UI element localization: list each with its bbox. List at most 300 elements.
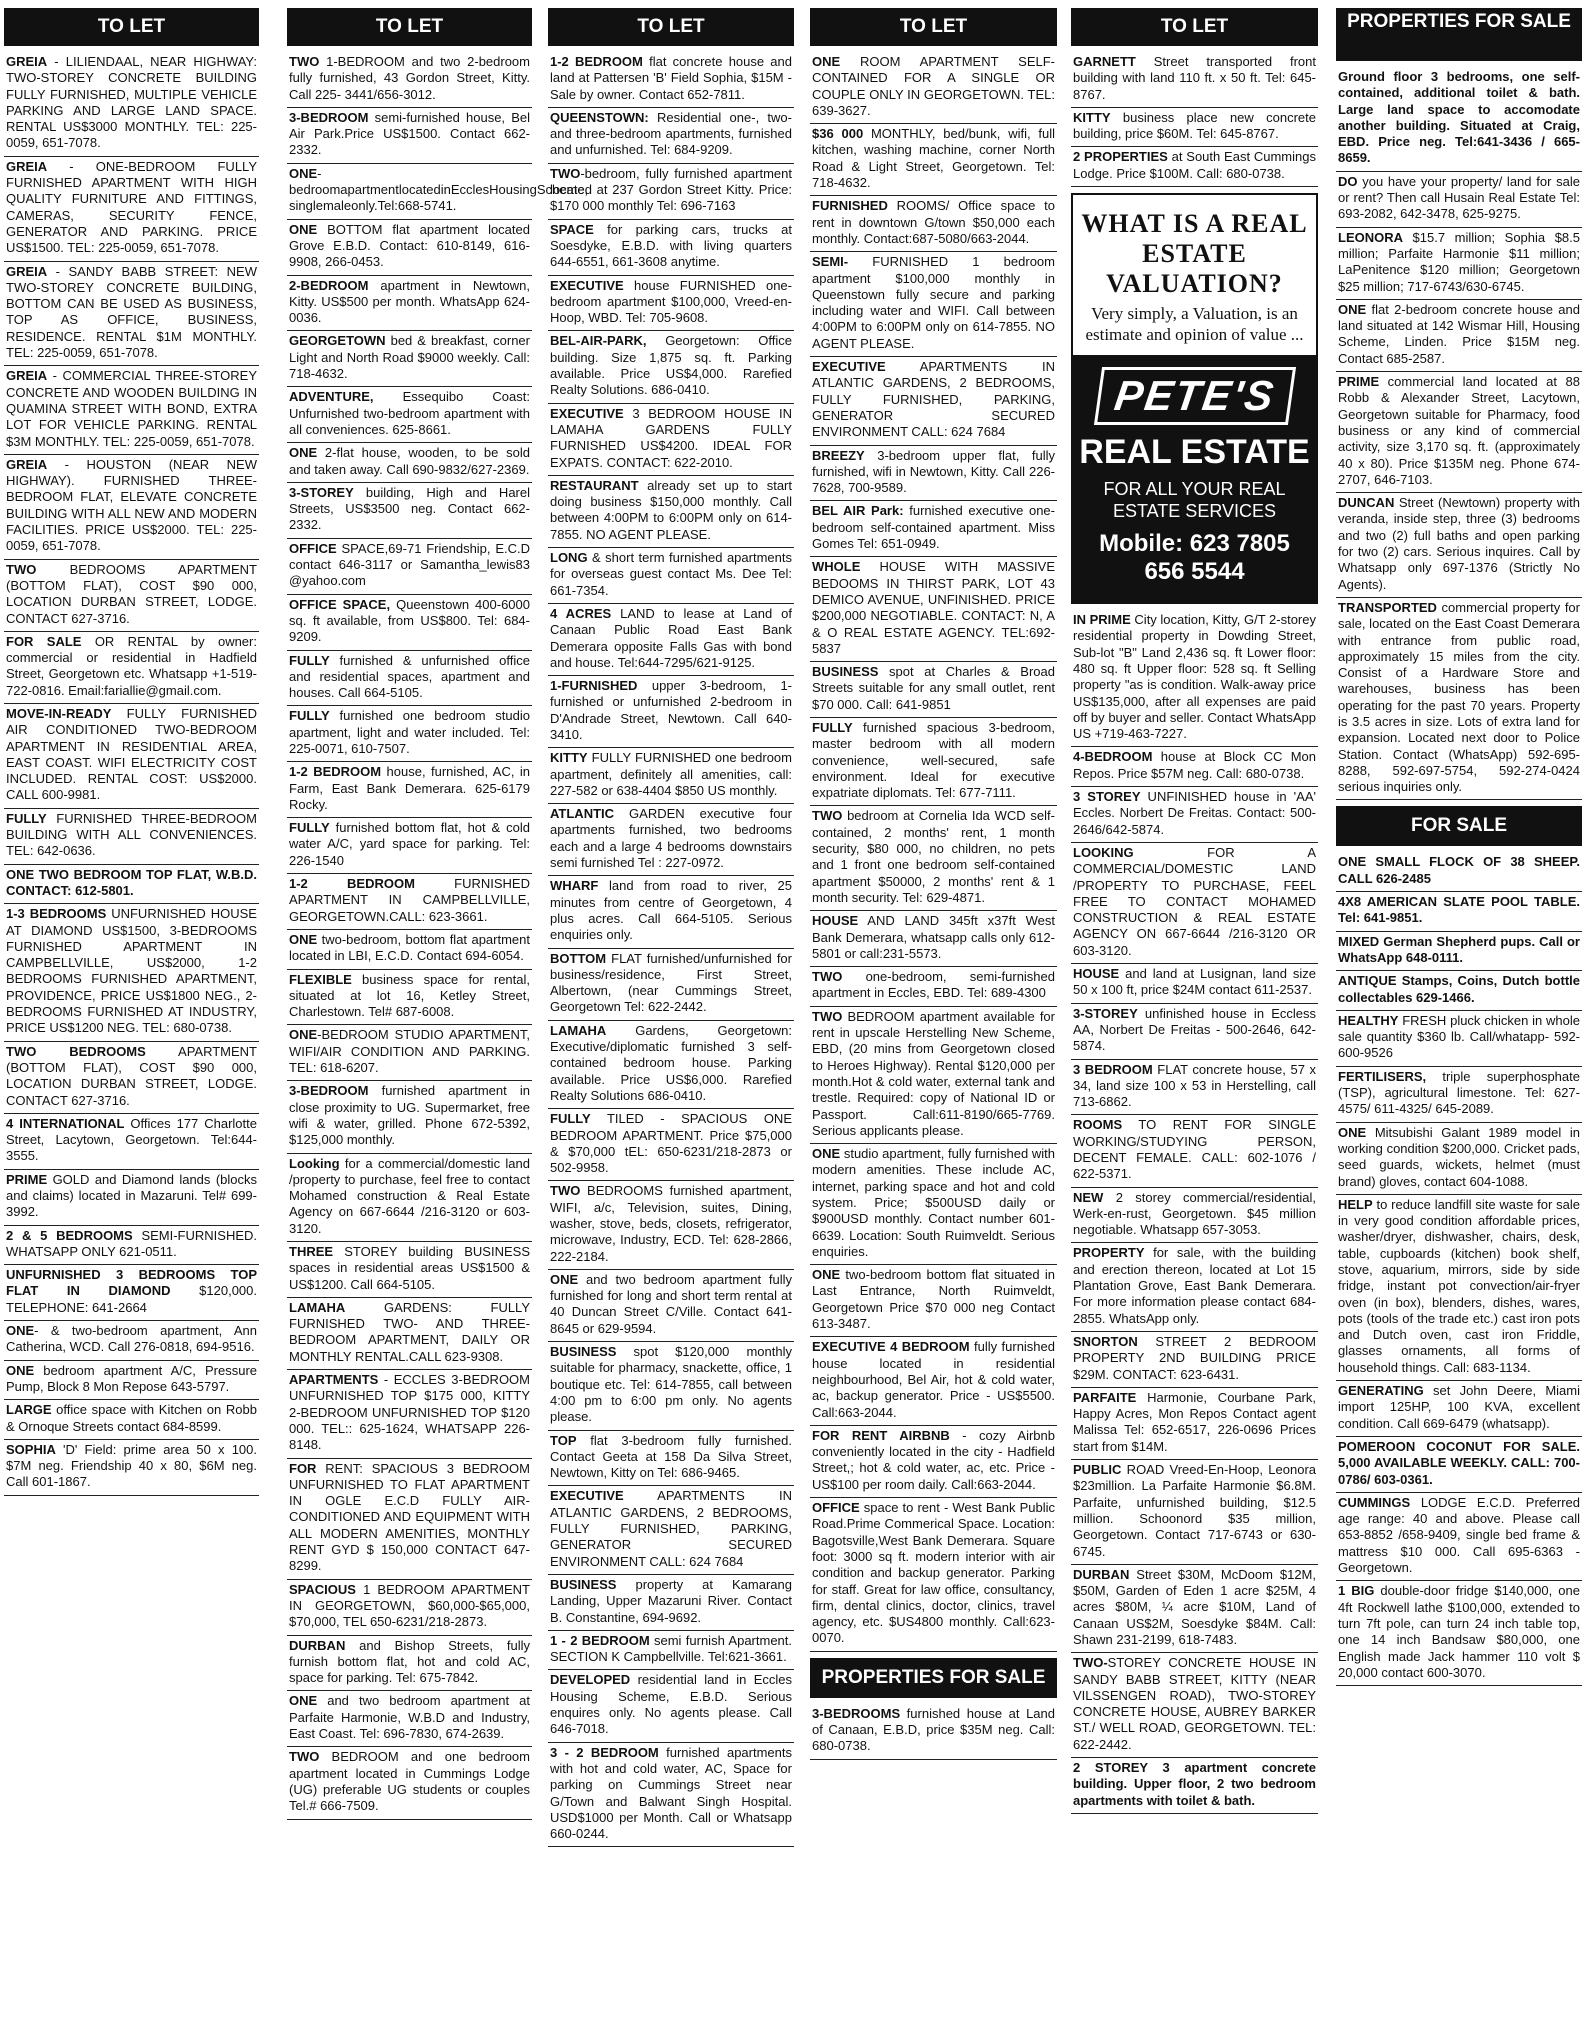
ad-lead: ONE [289, 931, 318, 947]
column-3 [548, 8, 794, 2023]
classified-ad [4, 865, 259, 905]
ad-lead: Ground floor 3 bedrooms, one self-contained, additional toilet & bath. Large land space to accomodate another building. Situated at Craig, EBD. Price neg. Tel:641-3436 / 665-8659. [1338, 69, 1580, 166]
ad-lead: 4X8 AMERICAN SLATE POOL TABLE. Tel: 641-9851. [1338, 894, 1580, 926]
classified-ad [287, 762, 532, 818]
ad-text: ROOMS/ Office space to rent in downtown G/town $50,000 each monthly. Contact:687-5080/663-2044. [812, 198, 1055, 246]
ad-text: & short term furnished apartments for overseas guest contact Ms. Dee Tel: 661-7354. [550, 550, 792, 598]
ad-lead: EXECUTIVE [812, 359, 886, 375]
classified-ad [548, 1342, 794, 1430]
classified-ad [1336, 372, 1582, 493]
classified-ad [287, 1636, 532, 1692]
ad-lead: OFFICE SPACE, [289, 596, 391, 612]
ad-list [810, 1704, 1057, 1760]
classified-ad [548, 876, 794, 948]
classified-ad [287, 1747, 532, 1819]
classified-ad [1336, 1011, 1582, 1067]
ad-lead: Looking [289, 1155, 340, 1171]
ad-text: GARDEN executive four apartments furnished, two bedrooms each and a large 4 bedrooms downstairs semi furnished Tel : 227-0972. [550, 806, 792, 871]
classified-ad [287, 1459, 532, 1580]
column-header: TO LET [4, 8, 259, 46]
ad-text: 'D' Field: prime area 50 x 100. $7M neg. Friendship 40 x 80, $6M neg. Call 601-1867. [6, 1441, 257, 1490]
ad-lead: GARNETT [1073, 54, 1136, 69]
ad-lead: ONE SMALL FLOCK OF 38 SHEEP. CALL 626-2485 [1338, 854, 1580, 886]
classified-ad [810, 557, 1057, 662]
ad-lead: 1-2 BEDROOM [289, 764, 382, 780]
advert-headline: WHAT IS A REAL ESTATE VALUATION? [1081, 209, 1308, 299]
classified-ad [548, 1181, 794, 1269]
classified-ad [4, 1114, 259, 1170]
ad-lead: GEORGETOWN [289, 333, 386, 349]
ad-lead: IN PRIME [1073, 612, 1131, 628]
ad-lead: BEL AIR Park: [812, 503, 904, 519]
ad-lead: OFFICE [812, 1500, 860, 1516]
classified-ad [1336, 1437, 1582, 1493]
ad-lead: ANTIQUE Stamps, Coins, Dutch bottle collectables 629-1466. [1338, 973, 1580, 1005]
ad-lead: 3 - 2 BEDROOM [550, 1744, 659, 1760]
ad-text: residential land in Eccles Housing Scheme, E.B.D. Serious enquires only. No agents please. Call 646-7018. [550, 1672, 792, 1737]
classified-ad [548, 1670, 794, 1742]
ad-lead: FULLY [289, 820, 330, 836]
ad-text: Offices 177 Charlotte Street, Lacytown, Georgetown. Tel:644-3555. [6, 1115, 257, 1164]
ad-text: -BEDROOM STUDIO APARTMENT, WIFI/AIR CONDITION AND PARKING. TEL: 618-6207. [289, 1027, 530, 1076]
column-4 [810, 8, 1057, 2023]
ad-text: BEDROOM apartment available for rent in upscale Herstelling New Scheme, EBD, (20 mins from Georgetown closed to Heroes Highway). Rental $120,000 per month.Hot & cold water, external tank and trestle. Required: copy of National ID or Passport. Call:611-8190/665-7769. Serious applicants please. [812, 1008, 1055, 1138]
classified-ad [1071, 1060, 1318, 1116]
ad-text: house FURNISHED one-bedroom apartment $100,000, Vreed-en-Hoop, WBD. Tel: 705-9608. [550, 277, 792, 326]
ad-lead: UNFURNISHED 3 BEDROOMS TOP FLAT IN DIAMOND [6, 1267, 257, 1299]
ad-text: Essequibo Coast: Unfurnished two-bedroom apartment with all conveniences. 625-8661. [289, 389, 530, 437]
ad-lead: 1-3 BEDROOMS [6, 906, 107, 922]
classified-ad [287, 276, 532, 332]
ad-text: bedroom at Cornelia Ida WCD self-contained, 2 months' rent, 1 month security, $80 000, no children, no pets and 1 front one bedroom self-contained apartment $50000, 2 months' rent & 1 month security. Tel: 629-4871. [812, 808, 1055, 905]
ad-text: - HOUSTON (NEAR NEW HIGHWAY). FURNISHED THREE-BEDROOM FLAT, ELEVATE CONCRETE BUILDING WITH ALL NEW AND MODERN FACILITIES. PRICE US$2000. TEL: 225-0059, 651-7078. [6, 456, 257, 554]
ad-text: Queenstown 400-6000 sq. ft available, from US$800. Tel: 684-9209. [289, 596, 530, 645]
ad-text: furnished spacious 3-bedroom, master bedroom with all modern convenience, well-secured, safe environment. Ideal for executive expatriate diplomats. Tel: 677-7111. [812, 719, 1055, 801]
ad-lead: 1 - 2 BEDROOM [550, 1632, 650, 1648]
classified-ad [548, 276, 794, 332]
ad-text: house at Block CC Mon Repos. Price $57M neg. Call: 680-0738. [1073, 749, 1316, 781]
ad-lead: LARGE [6, 1402, 52, 1418]
classified-ad [287, 1691, 532, 1747]
ad-lead: DURBAN [289, 1637, 346, 1653]
classified-ad [810, 1007, 1057, 1144]
advert-subtext: Very simply, a Valuation, is an estimate and opinion of value ... [1085, 304, 1304, 345]
ad-lead: FOR SALE [6, 633, 82, 649]
classified-ad [1071, 610, 1318, 747]
classified-ad [548, 476, 794, 548]
classified-ad [1336, 1195, 1582, 1381]
ad-lead: APARTMENTS [289, 1372, 379, 1388]
real-estate-advert [1071, 193, 1318, 604]
ad-text: triple superphosphate (TSP), agricultural limestone. Tel: 627-4575/ 611-4325/ 645-2089. [1338, 1068, 1580, 1117]
classified-ad [287, 387, 532, 443]
ad-text: and two bedroom apartment at Parfaite Harmonie, W.B.D and Industry, East Coast. Tel: 696-7830, 674-2639. [289, 1693, 530, 1742]
ad-lead: POMEROON COCONUT FOR SALE. 5,000 AVAILABLE WEEKLY. CALL: 700-0786/ 603-0361. [1338, 1438, 1580, 1487]
classified-ad [810, 1426, 1057, 1498]
ad-lead: 3 STOREY [1073, 789, 1141, 805]
classified-ad [548, 404, 794, 476]
ad-lead: TWO [289, 54, 320, 69]
classified-ad [1071, 1460, 1318, 1565]
classified-ad [4, 1400, 259, 1440]
ad-lead: SPACIOUS [289, 1581, 356, 1597]
classified-ad [1336, 1381, 1582, 1437]
advert-tagline: FOR ALL YOUR REAL ESTATE SERVICES [1103, 479, 1286, 522]
ad-text: 3 BEDROOM HOUSE IN LAMAHA GARDENS FULLY FURNISHED US$4200. IDEAL FOR EXPATS. CONTACT: 622-2010. [550, 405, 792, 470]
ad-text: and two bedroom apartment fully furnished for long and short term rental at 40 Duncan Street C/Ville. Contact 641-8645 or 629-9594. [550, 1271, 792, 1336]
ad-lead: LOOKING [1073, 844, 1134, 860]
ad-text: 3-bedroom upper flat, fully furnished, wifi in Newtown, Kitty. Call 226-7628, 700-9589. [812, 447, 1055, 496]
classified-ad [1336, 228, 1582, 300]
ad-text: furnished & unfurnished office and residential spaces, apartment and houses. Call 664-5105. [289, 652, 530, 701]
classified-ad [1071, 747, 1318, 787]
ad-text: -bedroom, fully furnished apartment located at 237 Gordon Street Kitty. Price: $170 000 monthly Tel: 696-7163 [550, 165, 792, 214]
classified-ad [1336, 67, 1582, 172]
ad-lead: TWO [289, 1749, 320, 1765]
ad-text: commercial land located at 88 Robb & Alexander Street, Lacytown, Georgetown suitable for Pharmacy, food business or any kind of commercial activity, size 3,170 sq. ft. (approximately 40 x 80). Price $135M neg. Phone 674-2707, 646-7103. [1338, 374, 1580, 487]
ad-text: and Bishop Streets, fully furnish bottom flat, hot and cold AC, space for parking. Tel: 675-7842. [289, 1637, 530, 1686]
classified-ad [4, 1440, 259, 1496]
ad-text: for sale, with the building and erection thereon, located at Lot 15 Plantation Grove, East Bank Demerara. For more information please contact 684-2855. WhatsApp only. [1073, 1245, 1316, 1326]
ad-text: fully furnished house located in residential neighbourhood, Bel Air, hot & cold water, ac, backup generator. Price - US$5500. Call:663-2044. [812, 1339, 1056, 1420]
section-header-for-sale: FOR SALE [1336, 806, 1582, 846]
ad-text: FULLY FURNISHED AIR CONDITIONED TWO-BEDROOM APARTMENT IN RESIDENTIAL AREA, EAST COAST. WIFI ELECTRICITY COST INCLUDED. RENTAL COST: US$2000. CALL 600-9981. [6, 705, 257, 803]
ad-text: FURNISHED THREE-BEDROOM BUILDING WITH ALL CONVENIENCES. TEL: 642-0636. [6, 810, 257, 859]
advert-logo: PETE'S [1094, 367, 1296, 425]
ad-lead: 3-BEDROOM [289, 109, 369, 125]
classified-ad [287, 706, 532, 762]
ad-text: 2-flat house, wooden, to be sold and taken away. Call 690-9832/627-2369. [289, 445, 530, 477]
ad-lead: FOR RENT AIRBNB [812, 1427, 950, 1443]
ad-text: 1 BEDROOM APARTMENT IN GEORGETOWN, $60,000-$65,000, $70,000, TEL 650-6231/218-2873. [289, 1581, 530, 1630]
classified-ad [1071, 787, 1318, 843]
column-header: TO LET [1071, 8, 1318, 46]
ad-lead: FOR [289, 1460, 317, 1476]
ad-text: LODGE E.C.D. Preferred age range: 40 and above. Please call 653-8852 /658-9409, single bed frame & mattress $10 000. Call 695-6363 - Georgetown. [1338, 1494, 1580, 1576]
ad-text: semi-furnished house, Bel Air Park.Price US$1500. Contact 662-2332. [289, 109, 530, 158]
ad-text: - SANDY BABB STREET: NEW TWO-STOREY CONCRETE BUILDING, BOTTOM CAN BE USED AS BUSINESS, TOP AS OFFICE, BUSINESS, RESIDENCE. RENTAL $1M MONTHLY. TEL: 225-0059, 651-7078. [6, 263, 257, 361]
ad-text: STOREY CONCRETE HOUSE IN SANDY BABB STREET, KITTY (NEAR VILSSENGEN ROAD), TWO-STOREY CONCRETE HOUSE, AUBREY BARKER ST./ WELL ROAD, GEORGETOWN. TEL: 622-2442. [1073, 1655, 1316, 1752]
ad-text: two-bedroom bottom flat situated in Last Entrance, North Ruimveldt, Georgetown Price $70 000 neg Contact 613-3487. [812, 1267, 1055, 1332]
ad-lead: SNORTON [1073, 1333, 1138, 1349]
ad-list [1336, 67, 1582, 800]
classified-ad [1336, 1123, 1582, 1195]
ad-lead: LEONORA [1338, 229, 1403, 245]
ad-text: STOREY building BUSINESS spaces in residential areas US$1500 & US$1200. Call 664-5105. [289, 1244, 530, 1292]
ad-text: Street (Newtown) property with veranda, inside step, three (3) bedrooms and two (2) full baths and open parking for two (2) cars. Serious inquires. Call by Whatsapp only 697-1376 (Strictly No Agents). [1338, 495, 1580, 592]
classified-ad [287, 539, 532, 595]
ad-lead: QUEENSTOWN: [550, 109, 649, 125]
ad-text: - LILIENDAAL, NEAR HIGHWAY: TWO-STOREY CONCRETE BUILDING FULLY FURNISHED, MULTIPLE VEHICLE PARKING AND LARGE LAND SPACE. RENTAL US$3000 MONTHLY. TEL: 225-0059, 651-7078. [6, 54, 257, 151]
ad-list [1071, 610, 1318, 1814]
ad-text: APARTMENT (BOTTOM FLAT), COST $90 000, LOCATION DURBAN STREET, LODGE. CONTACT 627-3716. [6, 1043, 257, 1108]
ad-text: Gardens, Georgetown: Executive/diplomatic furnished 3 self-contained bedroom house. Parking available. Price US$6,000. Rarefied Realty Solutions 686-0410. [550, 1022, 792, 1103]
ad-lead: ONE [289, 1027, 318, 1043]
ad-lead: TWO [550, 165, 581, 181]
ad-lead: GREIA [6, 158, 48, 174]
ad-lead: TWO [812, 969, 843, 985]
ad-lead: FULLY [6, 810, 47, 826]
classified-ad [548, 220, 794, 276]
classified-ad [287, 1242, 532, 1298]
classified-ad [1336, 971, 1582, 1011]
classified-ad [4, 1321, 259, 1361]
classified-ad [810, 252, 1057, 357]
ad-text: building, High and Harel Streets, US$3500 neg. Contact 662-2332. [289, 484, 530, 533]
ad-text: furnished apartment in close proximity to UG. Supermarket, free wifi & water, grilled. Phone 672-5392, $125,000 monthly. [289, 1083, 530, 1148]
ad-text: furnished executive one-bedroom self-contained apartment. Miss Gomes Tel: 651-0949. [812, 503, 1055, 552]
classified-ad [548, 1109, 794, 1181]
classified-ad [1071, 1004, 1318, 1060]
ad-text: - cozy Airbnb conveniently located in the city - Hadfield Street,; hot & cold water, ac, etc. Price - US$100 per room daily. Call:663-2044. [812, 1427, 1056, 1492]
ad-text: - ECCLES 3-BEDROOM UNFURNISHED TOP $175 000, KITTY 2-BEDROOM UNFURNISHED TOP $120 000. TEL:: 625-1624, WHATSAPP 226-8148. [289, 1372, 530, 1453]
classified-ad [810, 501, 1057, 557]
ad-text: 1-BEDROOM and two 2-bedroom fully furnished, 43 Gordon Street, Kitty. Call 225- 3441/656-3012. [289, 54, 530, 102]
classified-ad [810, 124, 1057, 196]
ad-text: space to rent - West Bank Public Road.Prime Commerical Space. Location: Bagotsville,West Bank Demerara. Square foot: 3000 sq ft. modern interior with air condition and backup generator. Parking for staff. Great for law office, consultancy, firm, dental clinics, doctor, clinics, travel agency, etc. $US4800 monthly. Call:623-0070. [812, 1500, 1055, 1646]
classified-ad [548, 548, 794, 604]
ad-text: furnished bottom flat, hot & cold water A/C, yard space for parking. Tel: 226-1540 [289, 820, 530, 868]
ad-lead: ONE [289, 221, 318, 237]
classified-ad [810, 1498, 1057, 1652]
ad-lead: WHOLE [812, 559, 861, 575]
ad-lead: EXECUTIVE 4 BEDROOM [812, 1339, 970, 1355]
ad-lead: 3 BEDROOM [1073, 1061, 1153, 1077]
column-header: TO LET [548, 8, 794, 46]
ad-lead: HELP [1338, 1196, 1373, 1212]
column-5 [1071, 8, 1318, 2023]
ad-text: to reduce landfill site waste for sale in very good condition affordable prices, washer/dryer, dishwasher, chairs, desk, table, cupboards (kitchen) book shelf, stove, aquarium, mirrors, side by side fridge, instant pot convection/air-fryer oven (in box), blenders, dishes, wares, pots (tools of the trade etc.) cast iron pots and Dutch oven, cast iron Friddle, glasses ornaments, all forms of household things. Call: 683-1134. [1338, 1196, 1580, 1375]
classified-ad [4, 904, 259, 1041]
ad-lead: DEVELOPED [550, 1672, 631, 1688]
ad-text: studio apartment, fully furnished with modern amenities. These include AC, internet, parking space and hot and cold system. Price; $500USD daily or $900USD monthly. Contact number 601-6639. Location: South Ruimveldt. Serious enquiries. [812, 1146, 1055, 1259]
ad-lead: LAMAHA [289, 1299, 346, 1315]
classified-ad [287, 52, 532, 108]
ad-lead: HOUSE [1073, 966, 1120, 982]
ad-text: FURNISHED APARTMENT IN CAMPBELLVILLE, GEORGETOWN.CALL: 623-3661. [289, 876, 530, 924]
ad-text: BOTTOM flat apartment located Grove E.B.D. Contact: 610-8149, 616-9908, 266-0453. [289, 221, 530, 270]
classified-ad [287, 1298, 532, 1370]
ad-lead: FLEXIBLE [289, 971, 352, 987]
classified-ad [287, 930, 532, 970]
ad-text: FLAT furnished/unfurnished for business/residence, First Street, Albertown, (near Cummings Street, Georgetown Tel: 622-2442. [550, 950, 792, 1015]
ad-lead: FULLY [812, 719, 853, 735]
ad-text: spot $120,000 monthly suitable for pharmacy, snackette, office, 1 boutique etc. Tel: 614-7855, call between 4:00 pm to 6:00 pm only. No agents please. [550, 1344, 792, 1425]
classified-ad [1071, 1188, 1318, 1244]
ad-lead: 2 PROPERTIES [1073, 149, 1168, 165]
ad-text: - ONE-BEDROOM FULLY FURNISHED APARTMENT WITH HIGH QUALITY FURNITURE AND FITTINGS, CAMERAS, SECURITY FENCE, GENERATOR AND PARKING. PRICE US$1500. TEL: 225-0059, 651-7078. [6, 158, 257, 256]
ad-lead: TRANSPORTED [1338, 599, 1437, 615]
classified-ad [1071, 147, 1318, 187]
ad-list [1336, 852, 1582, 1686]
classified-ad [810, 806, 1057, 911]
classified-ad [1336, 1581, 1582, 1686]
ad-text: unfinished house in Eccless AA, Norbert De Freitas - 500-2646, 642-5874. [1073, 1005, 1316, 1054]
classified-ad [287, 483, 532, 539]
ad-lead: NEW [1073, 1189, 1104, 1205]
ad-text: APARTMENTS IN ATLANTIC GARDENS, 2 BEDROOMS, FULLY FURNISHED, PARKING, GENERATOR SECURED ENVIRONMENT CALL: 624 7684 [550, 1488, 792, 1569]
classified-ad [1336, 892, 1582, 932]
ad-lead: 3-STOREY [289, 484, 354, 500]
classified-ad [1336, 172, 1582, 228]
ad-text: $15.7 million; Sophia $8.5 million; Parfaite Harmonie $11 million; LaPenitence $120 million; Georgetown $25 million; 717-6743/630-6745. [1338, 229, 1580, 294]
classified-ad [810, 357, 1057, 445]
ad-text: GOLD and Diamond lands (blocks and claims) located in Mazaruni. Tel# 699-3992. [6, 1171, 257, 1220]
classified-ad [548, 1486, 794, 1574]
classified-ad [287, 108, 532, 164]
column-header: TO LET [287, 8, 532, 46]
ad-lead: BOTTOM [550, 950, 607, 966]
ad-lead: FULLY [289, 652, 330, 668]
classified-ad [548, 949, 794, 1021]
classified-ad [810, 911, 1057, 967]
column-6 [1336, 8, 1582, 2023]
ad-text: commercial property for sale, located on the East Coast Demerara with entrance from public road, approximately 15 miles from the city. Consist of a Hardware Store and warehouses, business has been operating for the past 70 years. Property is 3.5 acres in size. Lots of extra land for expansion. Located next door to Police Station. Contact (WhatsApp) 592-695-8288, 592-697-5754, 592-274-0424 serious inquiries only. [1338, 599, 1580, 795]
ad-lead: BUSINESS [550, 1576, 617, 1592]
classified-ad [1336, 300, 1582, 372]
classified-ad [4, 52, 259, 157]
ad-text: for a commercial/domestic land /property to purchase, feel free to contact Mohamed construction & Real Estate Agency on 667-6644 /216-3120 or 603-3120. [289, 1155, 530, 1236]
ad-text: AND LAND 345ft x37ft West Bank Demerara, whatsapp calls only 612-5801 or call:231-5573. [812, 913, 1055, 961]
classified-ad [548, 108, 794, 164]
ad-text: FURNISHED 1 bedroom apartment $100,000 monthly in Queenstown fully secure and parking including water and WIFI. Call between 4:00PM to 6:00PM only on 614-7855. NO AGENT PLEASE. [812, 254, 1055, 351]
ad-text: GARDENS: FULLY FURNISHED TWO- AND THREE-BEDROOM APARTMENT, DAILY OR MONTHLY RENTAL.CALL 623-9308. [289, 1299, 530, 1364]
ad-text: semi furnish Apartment. SECTION K Campbellville. Tel:621-3661. [550, 1632, 792, 1665]
ad-text: $120,000. TELEPHONE: 641-2664 [6, 1283, 257, 1315]
classified-ad [4, 704, 259, 809]
ad-text: UNFURNISHED HOUSE AT DIAMOND US$1500, 3-BEDROOMS FURNISHED APARTMENT IN CAMPBELLVILLE, US$2000, 1-2 BEDROOMS FURNISHED APARTMENT, PROVIDENCE, PRICE US$1800 NEG., 2-BEDROOMS FURNISHED AT INDUSTRY, PRICE US$1200 NEG. TEL: 680-0738. [6, 906, 257, 1036]
ad-lead: RESTAURANT [550, 477, 639, 493]
ad-list [548, 52, 794, 1847]
ad-text: FLAT concrete house, 57 x 34, land size 100 x 53 in Herstelling, call 713-6862. [1073, 1061, 1317, 1110]
ad-text: upper 3-bedroom, 1-furnished or unfurnished 2-bedroom in D'Andrade Street, Newtown. Call 640-3410. [550, 678, 792, 742]
ad-text: - COMMERCIAL THREE-STOREY CONCRETE AND WOODEN BUILDING IN QUAMINA STREET WITH BOND, EXTRA LOT FOR VEHICLE PARKING. RENTAL $3M MONTHLY. TEL: 225-0059, 651-7078. [6, 368, 257, 449]
ad-lead: LAMAHA [550, 1022, 607, 1038]
ad-lead: TOP [550, 1432, 577, 1448]
classified-ad [548, 748, 794, 804]
ad-lead: FULLY [289, 708, 330, 724]
classified-ad [1071, 1243, 1318, 1331]
classified-ad [1071, 1332, 1318, 1388]
classified-ad [548, 1021, 794, 1109]
ad-lead: GREIA [6, 368, 48, 384]
ad-lead: 2 STOREY 3 apartment concrete building. Upper floor, 2 two bedroom apartments with toilet & bath. [1073, 1760, 1316, 1808]
classified-ad [4, 262, 259, 367]
ad-lead: GENERATING [1338, 1383, 1424, 1399]
ad-lead: EXECUTIVE [550, 405, 624, 421]
ad-text: HOUSE WITH MASSIVE BEDOOMS IN THIRST PARK, LOT 43 DEMICO AVENUE, UNFINISHED. PRICE $200,000 NEGOTIABLE. CONTACT: N, A & O REAL ESTATE AGENCY. TEL:692-5837 [812, 559, 1055, 656]
classified-ad [548, 52, 794, 108]
classified-ad [1336, 852, 1582, 892]
ad-text: business space for rental, situated at lot 16, Ketley Street, Charlestown. Tel# 687-6008. [289, 971, 530, 1020]
ad-text: office space with Kitchen on Robb & Ornoque Streets contact 684-8599. [6, 1402, 257, 1434]
ad-text: OR RENTAL by owner: commercial or residential in Hadfield Street, Georgetown etc. Whatsapp +1-519-722-0816. Email:fariallie@gmail.com. [6, 633, 257, 698]
ad-text: apartment in Newtown, Kitty. US$500 per month. WhatsApp 624-0036. [289, 277, 530, 326]
ad-lead: ATLANTIC [550, 806, 615, 822]
classified-ad [1071, 1565, 1318, 1653]
classified-ad [287, 1580, 532, 1636]
classified-ad [4, 809, 259, 865]
classified-ad [1071, 843, 1318, 964]
classified-ad [4, 366, 259, 454]
ad-text: house, furnished, AC, in Farm, East Bank Demerara. 625-6179 Rocky. [289, 764, 530, 812]
ad-text: flat concrete house and land at Pattersen 'B' Field Sophia, $15M - Sale by owner. Contact 652-7811. [550, 54, 793, 102]
ad-lead: FULLY [550, 1111, 591, 1127]
ad-text: business place new concrete building, price $60M. Tel: 645-8767. [1073, 109, 1316, 142]
classified-ad [548, 1575, 794, 1631]
ad-lead: ONE [289, 165, 318, 181]
ad-lead: KITTY [1073, 109, 1111, 125]
ad-list [4, 52, 259, 1496]
ad-lead: ONE [6, 1362, 35, 1378]
ad-lead: ONE [812, 54, 841, 69]
ad-lead: ONE [289, 1693, 318, 1709]
ad-text: flat 3-bedroom fully furnished. Contact Geeta at 158 Da Silva Street, Newtown, Kitty on Tel: 686-9465. [550, 1432, 792, 1481]
classified-ad [810, 1265, 1057, 1337]
classified-ad [287, 1081, 532, 1153]
ad-lead: THREE [289, 1244, 334, 1259]
ad-text: land from road to river, 25 minutes from centre of Georgetown, 4 plus acres. Call 664-5105. Serious enquiries only. [550, 878, 792, 943]
ad-text: set John Deere, Miami import 125HP, 100 KVA, excellent condition. Call 669-6479 (whatsapp). [1338, 1383, 1580, 1431]
ad-lead: 3-BEDROOMS [812, 1705, 901, 1721]
ad-lead: 4 INTERNATIONAL [6, 1115, 125, 1131]
ad-text: ROAD Vreed-En-Hoop, Leonora $23million. La Parfaite Harmonie $6.8M. Parfaite, unfurnished building, $12.5 million. Schoonord $35 million, Georgetown. Contact 717-6743 or 630-6745. [1073, 1462, 1316, 1559]
ad-text: Residential one-, two- and three-bedroom apartments, furnished and unfurnished. Tel: 684-9209. [550, 109, 792, 158]
ad-lead: TWO BEDROOMS [6, 1043, 146, 1059]
classified-ad [810, 967, 1057, 1007]
section-header-properties-for-sale: PROPERTIES FOR SALE [810, 1658, 1057, 1698]
classified-ad [287, 331, 532, 387]
classified-ad [1071, 1653, 1318, 1758]
ad-text: ROOM APARTMENT SELF-CONTAINED FOR A SINGLE OR COUPLE ONLY IN GEORGETOWN. TEL: 639-3627. [812, 54, 1055, 118]
ad-lead: DURBAN [1073, 1566, 1130, 1582]
ad-lead: GREIA [6, 456, 48, 472]
ad-lead: PUBLIC [1073, 1462, 1122, 1478]
classified-ad [287, 970, 532, 1026]
classified-ad [810, 196, 1057, 252]
ad-lead: SOPHIA [6, 1441, 56, 1457]
advert-brand: REAL ESTATE [1079, 433, 1310, 472]
ad-lead: ONE [812, 1267, 841, 1283]
ad-lead: CUMMINGS [1338, 1494, 1411, 1510]
ad-lead: 2-BEDROOM [289, 277, 369, 293]
ad-text: bedroom apartment A/C, Pressure Pump, Block 8 Mon Repose 643-5797. [6, 1362, 257, 1394]
ad-text: one-bedroom, semi-furnished apartment in Eccles, EBD. Tel: 689-4300 [812, 969, 1055, 1001]
ad-text: you have your property/ land for sale or rent? Then call Husain Real Estate Tel: 693-2082, 642-3478, 625-9275. [1338, 173, 1580, 222]
ad-text: APARTMENTS IN ATLANTIC GARDENS, 2 BEDROOMS, FULLY FURNISHED, PARKING, GENERATOR SECURED ENVIRONMENT CALL: 624 7684 [812, 359, 1055, 440]
ad-lead: ONE TWO BEDROOM TOP FLAT, W.B.D. CONTACT: 612-5801. [6, 866, 257, 898]
ad-text: 2 storey commercial/residential, Werk-en-rust, Georgetown. $45 million negotiable. Whatsapp 657-3053. [1073, 1189, 1316, 1238]
classified-ad [1336, 493, 1582, 598]
classified-ad [4, 455, 259, 560]
ad-text: - & two-bedroom apartment, Ann Catherina, WCD. Call 276-0818, 694-9516. [6, 1323, 257, 1355]
ad-lead: HOUSE [812, 913, 859, 929]
ad-lead: SEMI- [812, 254, 849, 270]
column-header: TO LET [810, 8, 1057, 46]
ad-text: Mitsubishi Galant 1989 model in working condition $200,000. Cricket pads, seed guards, wickets, helmet (must brand) gloves, contact 604-1088. [1338, 1124, 1580, 1189]
ad-lead: HEALTHY [1338, 1012, 1399, 1028]
classified-ad [1336, 1067, 1582, 1123]
ad-text: and land at Lusignan, land size 50 x 100 ft, price $24M contact 611-2537. [1073, 966, 1316, 998]
ad-text: SPACE,69-71 Friendship, E.C.D contact 646-3117 or Samantha_lewis83 @yahoo.com [289, 540, 530, 589]
ad-text: at South East Cummings Lodge. Price $100M. Call: 680-0738. [1073, 149, 1316, 181]
ad-text: City location, Kitty, G/T 2-storey residential property in Dowding Street, Sub-lot "B" Land 2,436 sq. ft Lower floor: 480 sq. ft Upper floor: 528 sq. ft Selling property "as is condition. Walk-away price US$135,000, after all expenses are paid off by buyer and seller. Contact WhatsApp US +719-463-7227. [1073, 612, 1316, 742]
ad-text: flat 2-bedroom concrete house and land situated at 142 Wismar Hill, Housing Scheme, Linden. Price $15M neg. Contact 685-2587. [1338, 301, 1580, 366]
classified-ad [4, 1226, 259, 1266]
classified-ad [1336, 932, 1582, 972]
classified-ad [1336, 1493, 1582, 1581]
ad-lead: 3-BEDROOM [289, 1083, 369, 1099]
